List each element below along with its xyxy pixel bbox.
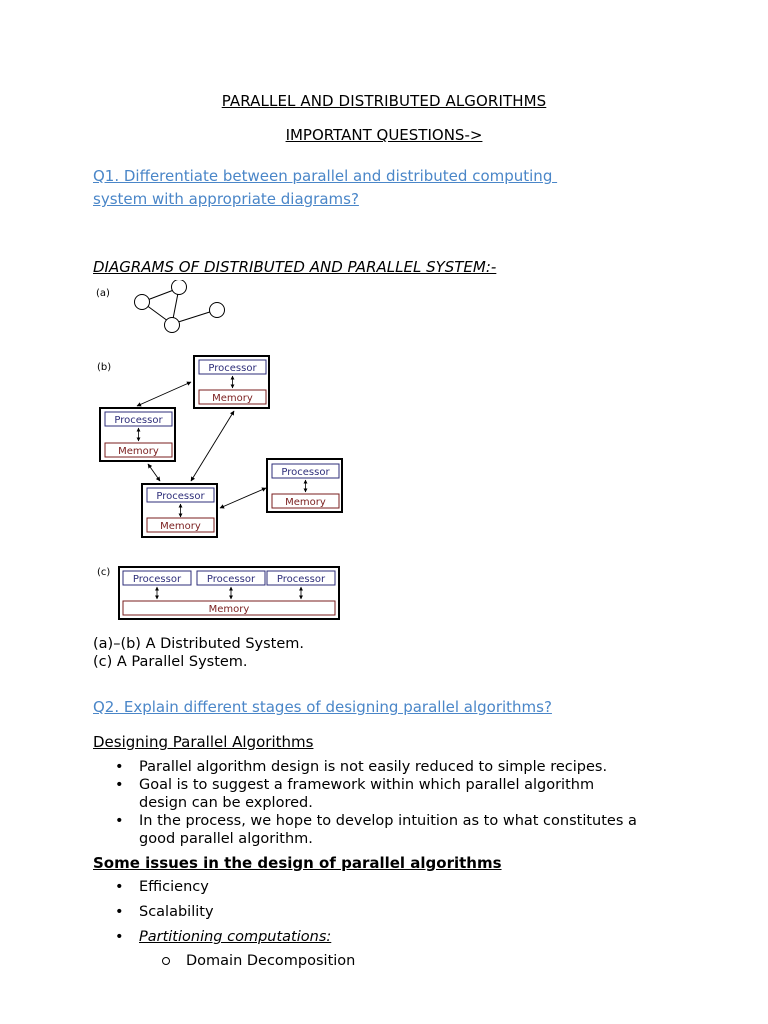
link-arrow xyxy=(220,488,266,508)
issue-text: Efficiency xyxy=(139,879,209,895)
hollow-bullet xyxy=(162,957,170,965)
memory-label: Memory xyxy=(118,446,159,457)
label-b: (b) xyxy=(97,362,112,373)
bullet-item xyxy=(93,812,733,848)
bullet-dot: • xyxy=(115,879,124,895)
memory-label: Memory xyxy=(285,497,326,508)
system-diagram-svg xyxy=(90,280,390,630)
bullet-item xyxy=(93,776,733,812)
bullet-dot: • xyxy=(115,904,124,920)
bullet-dot: • xyxy=(115,929,124,945)
link-arrow xyxy=(148,464,160,481)
design-heading: Designing Parallel Algorithms xyxy=(93,733,314,751)
link-arrow xyxy=(137,382,191,406)
graph-a xyxy=(135,280,225,333)
memory-label: Memory xyxy=(212,393,253,404)
design-bullet-list xyxy=(93,758,733,848)
processor-label: Processor xyxy=(208,363,257,374)
bullet-text-cont: good parallel algorithm. xyxy=(139,831,313,847)
question-1-line-2: system with appropriate diagrams? xyxy=(93,190,359,208)
graph-node xyxy=(135,295,150,310)
processor-label: Processor xyxy=(281,467,330,478)
bullet-item xyxy=(93,758,733,776)
graph-node xyxy=(165,318,180,333)
processor-label: Processor xyxy=(206,574,256,585)
node-center xyxy=(142,484,217,537)
caption-parallel: (c) A Parallel System. xyxy=(93,654,248,670)
caption-distributed: (a)–(b) A Distributed System. xyxy=(93,636,305,652)
node-left xyxy=(100,408,175,461)
bullet-text: • Goal is to suggest a framework within which parallel algorithm xyxy=(139,777,595,793)
link-arrow xyxy=(191,411,234,481)
issue-text: Partitioning computations: xyxy=(139,929,332,945)
bullet-text: • In the process, we hope to develop intuition as to what constitutes a xyxy=(139,813,637,829)
document-title: PARALLEL AND DISTRIBUTED ALGORITHMS xyxy=(221,92,547,110)
graph-node xyxy=(172,280,187,295)
document-subtitle: IMPORTANT QUESTIONS-> xyxy=(285,126,483,144)
system-diagram-figure xyxy=(90,280,390,634)
node-right xyxy=(267,459,342,512)
question-1-line-1: Q1. Differentiate between parallel and distributed computing xyxy=(93,167,558,185)
processor-label: Processor xyxy=(276,574,326,585)
shared-memory-label: Memory xyxy=(208,604,250,615)
question-2: Q2. Explain different stages of designing parallel algorithms? xyxy=(93,698,552,716)
bullet-text-cont: design can be explored. xyxy=(139,795,313,811)
processor-label: Processor xyxy=(132,574,182,585)
label-a: (a) xyxy=(96,288,110,299)
parallel-system xyxy=(119,567,339,619)
issues-heading: Some issues in the design of parallel algorithms xyxy=(93,854,502,872)
question-1 xyxy=(93,165,653,211)
issue-text: Scalability xyxy=(139,904,214,920)
label-c: (c) xyxy=(97,567,111,578)
node-top xyxy=(194,356,269,408)
graph-node xyxy=(210,303,225,318)
bullet-text: • Parallel algorithm design is not easily reduced to simple recipes. xyxy=(139,759,608,775)
diagrams-heading: DIAGRAMS OF DISTRIBUTED AND PARALLEL SYSTEM:- xyxy=(93,258,497,276)
memory-label: Memory xyxy=(160,521,201,532)
processor-label: Processor xyxy=(114,415,163,426)
subitem-text: Domain Decomposition xyxy=(186,953,356,969)
processor-label: Processor xyxy=(156,491,205,502)
